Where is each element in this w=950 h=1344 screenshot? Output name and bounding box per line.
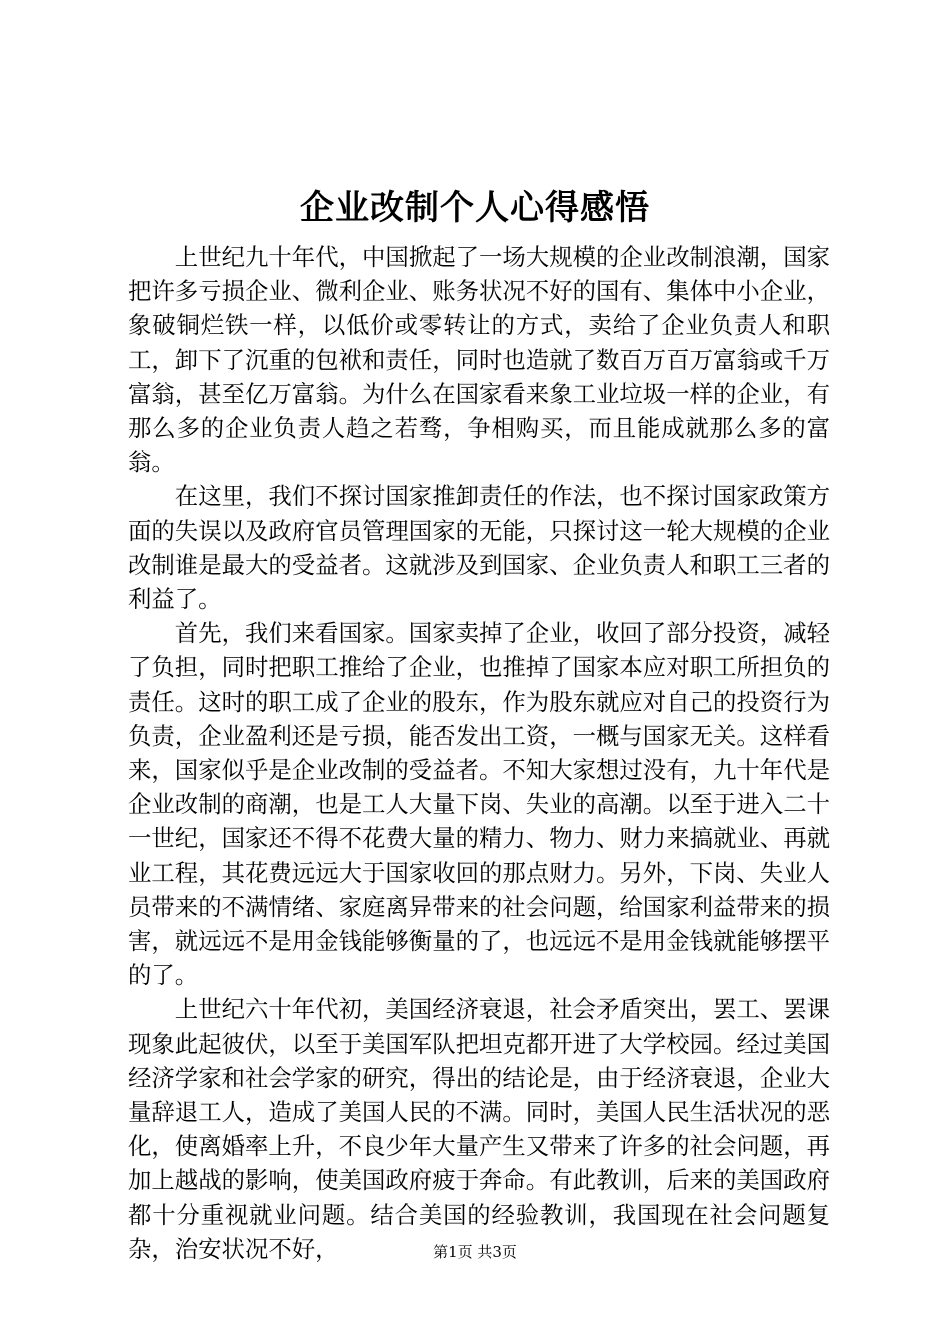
document-body xyxy=(128,240,830,1266)
page-number-footer: 第1页 共3页 xyxy=(433,1243,517,1261)
paragraph-4: 上世纪六十年代初，美国经济衰退，社会矛盾突出，罢工、罢课现象此起彼伏，以至于美国军队把坦克都开进了大学校园。经过美国经济学家和社会学家的研究，得出的结论是，由于经济衰退，企业大量辞退工人，造成了美国人民的不满。同时，美国人民生活状况的恶化，使离婚率上升，不良少年大量产生又带来了许多的社会问题，再加上越战的影响，使美国政府疲于奔命。有此教训，后来的美国政府都十分重视就业问题。结合美国的经验教训，我国现在社会问题复杂，治安状况不好， xyxy=(128,995,830,1263)
paragraph-3: 首先，我们来看国家。国家卖掉了企业，收回了部分投资，减轻了负担，同时把职工推给了企业，也推掉了国家本应对职工所担负的责任。这时的职工成了企业的股东，作为股东就应对自己的投资行为负责，企业盈利还是亏损，能否发出工资，一概与国家无关。这样看来，国家似乎是企业改制的受益者。不知大家想过没有，九十年代是企业改制的商潮，也是工人大量下岗、失业的高潮。以至于进入二十一世纪，国家还不得不花费大量的精力、物力、财力来搞就业、再就业工程，其花费远远大于国家收回的那点财力。另外，下岗、失业人员带来的不满情绪、家庭离异带来的社会问题，给国家利益带来的损害，就远远不是用金钱能够衡量的了，也远远不是用金钱就能够摆平的了。 xyxy=(128,619,830,990)
paragraph-2: 在这里，我们不探讨国家推卸责任的作法，也不探讨国家政策方面的失误以及政府官员管理国家的无能，只探讨这一轮大规模的企业改制谁是最大的受益者。这就涉及到国家、企业负责人和职工三者的利益了。 xyxy=(128,482,830,614)
paragraph-1: 上世纪九十年代，中国掀起了一场大规模的企业改制浪潮，国家把许多亏损企业、微利企业、账务状况不好的国有、集体中小企业，象破铜烂铁一样，以低价或零转让的方式，卖给了企业负责人和职工，卸下了沉重的包袱和责任，同时也造就了数百万百万富翁或千万富翁，甚至亿万富翁。为什么在国家看来象工业垃圾一样的企业，有那么多的企业负责人趋之若骛，争相购买，而且能成就那么多的富翁。 xyxy=(128,243,830,477)
document-title: 企业改制个人心得感悟 xyxy=(300,188,650,228)
